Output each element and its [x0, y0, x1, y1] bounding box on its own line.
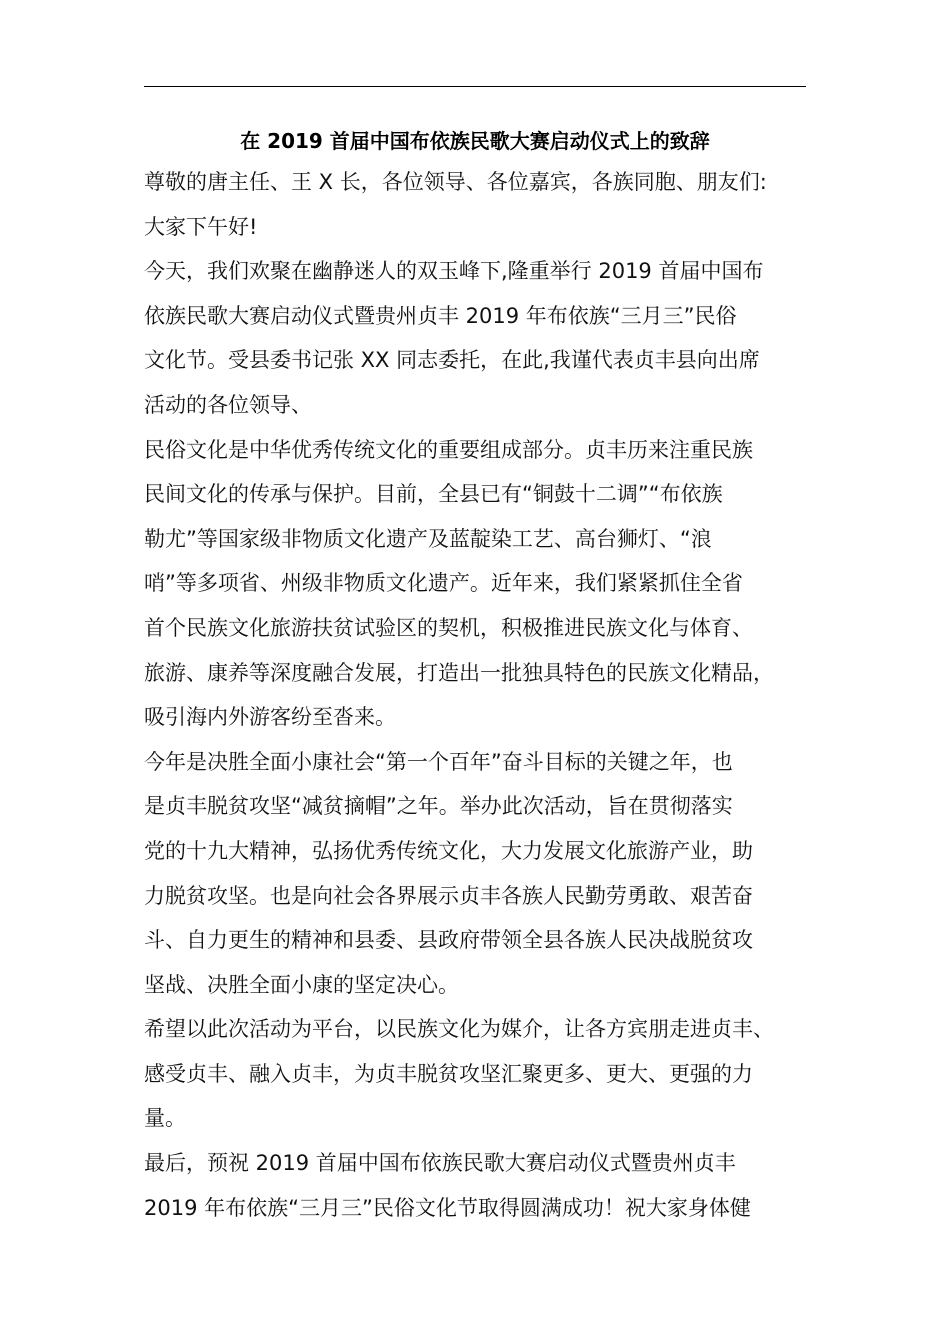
- document-body: [144, 160, 806, 1230]
- culture-paragraph: 民俗文化是中华优秀传统文化的重要组成部分。贞丰历来注重民族 民间文化的传承与保护。目前，全县已有“铜鼓十二调”“布依族 勒尤”等国家级非物质文化遗产及蓝靛染工艺、高台狮灯、“浪 哨”等多项省、州级非物质文化遗产。近年来，我们紧紧抓住全省 首个民族文化旅游扶贫试验区的契机，积极推进民族文化与体育、 旅游、康养等深度融合发展，打造出一批独具特色的民族文化精品， 吸引海内外游客纷至沓来。: [144, 437, 774, 730]
- hope-paragraph: 希望以此次活动为平台，以民族文化为媒介，让各方宾朋走进贞丰、 感受贞丰、融入贞丰，为贞丰脱贫攻坚汇聚更多、更大、更强的力 量。: [144, 1017, 774, 1131]
- greeting-paragraph: 大家下午好!: [144, 214, 258, 239]
- document-title: 在 2019 首届中国布依族民歌大赛启动仪式上的致辞: [240, 129, 710, 153]
- closing-paragraph: 最后，预祝 2019 首届中国布依族民歌大赛启动仪式暨贵州贞丰 2019 年布依族“三月三”民俗文化节取得圆满成功！祝大家身体健: [144, 1151, 751, 1220]
- salutation-paragraph: 尊敬的唐主任、王 X 长，各位领导、各位嘉宾，各族同胞、朋友们:: [144, 170, 767, 194]
- header-rule: [144, 86, 806, 87]
- opening-paragraph: 今天，我们欢聚在幽静迷人的双玉峰下,隆重举行 2019 首届中国布 依族民歌大赛启动仪式暨贵州贞丰 2019 年布依族“三月三”民俗 文化节。受县委书记张 XX 同志委托，在此,我谨代表贞丰县向出席 活动的各位领导、: [144, 259, 764, 417]
- purpose-paragraph: 今年是决胜全面小康社会“第一个百年”奋斗目标的关键之年，也 是贞丰脱贫攻坚“减贫摘帽”之年。举办此次活动，旨在贯彻落实 党的十九大精神，弘扬优秀传统文化，大力发展文化旅游产业，助 力脱贫攻坚。也是向社会各界展示贞丰各族人民勤劳勇敢、艰苦奋 斗、自力更生的精神和县委、县政府带领全县各族人民决战脱贫攻 坚战、决胜全面小康的坚定决心。: [144, 749, 753, 997]
